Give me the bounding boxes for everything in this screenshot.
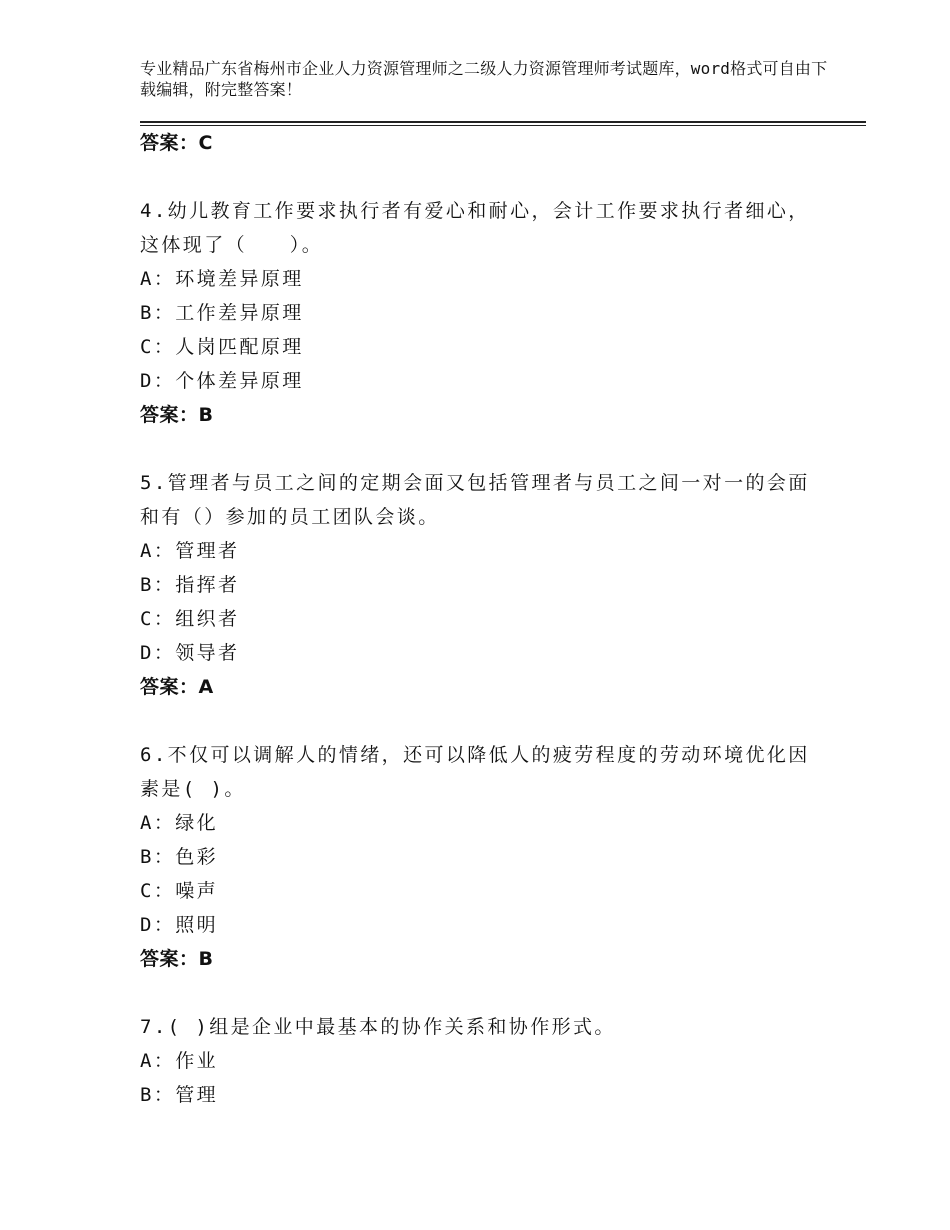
question-item [140,466,820,704]
answer-line: 答案：B [140,404,214,426]
spacer [140,704,820,738]
page-header: 专业精品广东省梅州市企业人力资源管理师之二级人力资源管理师考试题库，word格式可自由下载编辑，附完整答案！ [140,59,828,99]
option-c: C：噪声 [140,880,219,902]
option-a: A：绿化 [140,812,219,834]
question-list [140,126,820,1112]
option-d: D：领导者 [140,642,240,664]
question-stem: 4.幼儿教育工作要求执行者有爱心和耐心，会计工作要求执行者细心，这体现了（ ）。 [140,200,810,256]
option-b: B：指挥者 [140,574,240,596]
option-d: D：照明 [140,914,219,936]
answer-line: 答案：A [140,676,214,698]
question-item [140,1010,820,1112]
option-c: C：人岗匹配原理 [140,336,304,358]
question-stem: 5.管理者与员工之间的定期会面又包括管理者与员工之间一对一的会面和有（）参加的员工团队会谈。 [140,472,810,528]
header-divider-thick [140,121,866,123]
answer-line: 答案：B [140,948,214,970]
option-b: B：管理 [140,1084,219,1106]
spacer [140,976,820,1010]
option-b: B：色彩 [140,846,219,868]
option-b: B：工作差异原理 [140,302,304,324]
option-c: C：组织者 [140,608,240,630]
question-item [140,194,820,432]
question-stem: 6.不仅可以调解人的情绪，还可以降低人的疲劳程度的劳动环境优化因素是( )。 [140,744,810,800]
option-d: D：个体差异原理 [140,370,304,392]
option-a: A：环境差异原理 [140,268,304,290]
option-a: A：管理者 [140,540,240,562]
option-a: A：作业 [140,1050,219,1072]
question-stem: 7.( )组是企业中最基本的协作关系和协作形式。 [140,1016,616,1038]
question-item [140,738,820,976]
spacer [140,432,820,466]
answer-line: 答案：C [140,132,213,154]
spacer [140,160,820,194]
